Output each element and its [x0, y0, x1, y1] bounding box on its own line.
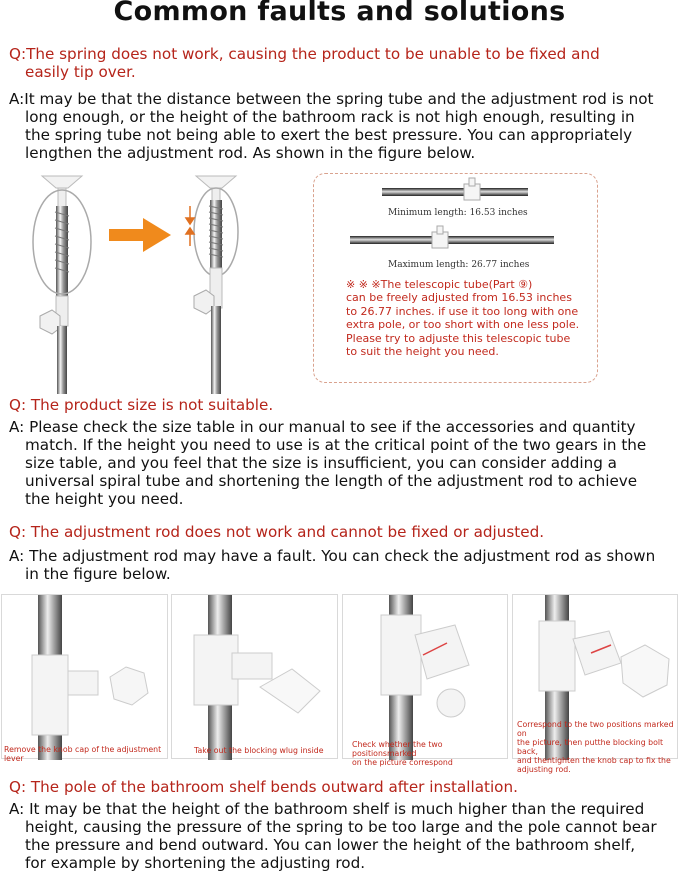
question-1 [9, 45, 600, 81]
answer-1-line: lengthen the adjustment rod. As shown in the figure below. [25, 144, 476, 162]
minimum-length-label: Minimum length: 16.53 inches [388, 208, 528, 218]
answer-3-line: A: The adjustment rod may have a fault. You can check the adjustment rod as shown [9, 547, 656, 565]
answer-2-line: the height you need. [25, 490, 184, 508]
step-2-photo [171, 594, 338, 759]
note-line: extra pole, or too short with one less pole. [346, 318, 580, 332]
answer-1-line: long enough, or the height of the bathroom rack is not high enough, resulting in [25, 108, 635, 126]
question-1-line: Q:The spring does not work, causing the product to be unable to be fixed and [9, 45, 600, 63]
caption-line: Correspond to the two positions marked on [517, 720, 674, 738]
answer-2-line: match. If the height you need to use is at the critical point of the two gears in the [25, 436, 647, 454]
note-line: can be freely adjusted from 16.53 inches [346, 291, 572, 305]
step-1-caption: Remove the knob cap of the adjustment lever [4, 745, 162, 763]
note-line: to 26.77 inches. if use it too long with one [346, 304, 579, 318]
note-line: ※ ※ ※The telescopic tube(Part ⑨) [346, 278, 533, 291]
note-line: Please try to adjuste this telescopic tube [346, 331, 571, 345]
question-2-line: Q: The product size is not suitable. [9, 396, 274, 414]
spring-tube-after-figure [176, 166, 296, 394]
answer-4 [9, 800, 657, 872]
telescopic-tube-note [346, 278, 586, 358]
page-title: Common faults and solutions [113, 0, 566, 27]
answer-1-line: the spring tube not being able to exert the best pressure. You can appropriately [25, 126, 633, 144]
answer-2-line: size table, and you feel that the size is insufficient, you can consider adding a [25, 454, 617, 472]
answer-1 [9, 90, 653, 162]
answer-4-line: A: It may be that the height of the bathroom shelf is much higher than the required [9, 800, 645, 818]
answer-4-line: height, causing the pressure of the spring to be too large and the pole cannot bear [25, 818, 657, 836]
answer-2 [9, 418, 646, 508]
position-check-illustration [343, 595, 509, 760]
answer-2-line: universal spiral tube and shortening the length of the adjustment rod to achieve [25, 472, 638, 490]
answer-2-line: A: Please check the size table in our manual to see if the accessories and quantity [9, 418, 636, 436]
caption-line: Check whether the two positionsmarked [352, 740, 443, 758]
note-line: to suit the height you need. [346, 345, 499, 359]
caption-line: on the picture correspond [352, 758, 453, 767]
question-1-line: easily tip over. [25, 63, 136, 81]
maximum-length-label: Maximum length: 26.77 inches [388, 260, 530, 270]
step-1-photo [1, 594, 168, 763]
adjustment-lever-illustration [2, 595, 169, 760]
step-2-caption: Take out the blocking wlug inside [194, 746, 324, 755]
answer-1-line: A:It may be that the distance between the spring tube and the adjustment rod is not [9, 90, 654, 108]
answer-4-line: for example by shortening the adjusting rod. [25, 854, 366, 872]
question-2 [9, 396, 273, 414]
caption-line: and thentighten the knob cap to fix the [517, 756, 671, 765]
step-3-caption [352, 740, 507, 767]
caption-line: adjusting rod. [517, 765, 571, 774]
spring-tube-before-figure [20, 166, 140, 394]
answer-3 [9, 547, 655, 583]
question-3-line: Q: The adjustment rod does not work and cannot be fixed or adjusted. [9, 523, 545, 541]
question-4 [9, 778, 518, 796]
blocking-plug-illustration [172, 595, 339, 760]
step-3-photo [342, 594, 508, 767]
caption-line: the picture, then putthe blocking bolt back, [517, 738, 664, 756]
step-4-caption [517, 720, 677, 774]
question-4-line: Q: The pole of the bathroom shelf bends outward after installation. [9, 778, 518, 796]
arrow-right-icon [107, 218, 173, 252]
answer-4-line: the pressure and bend outward. You can lower the height of the bathroom shelf, [25, 836, 636, 854]
answer-3-line: in the figure below. [25, 565, 171, 583]
question-3 [9, 523, 544, 541]
step-4-photo [512, 594, 678, 774]
